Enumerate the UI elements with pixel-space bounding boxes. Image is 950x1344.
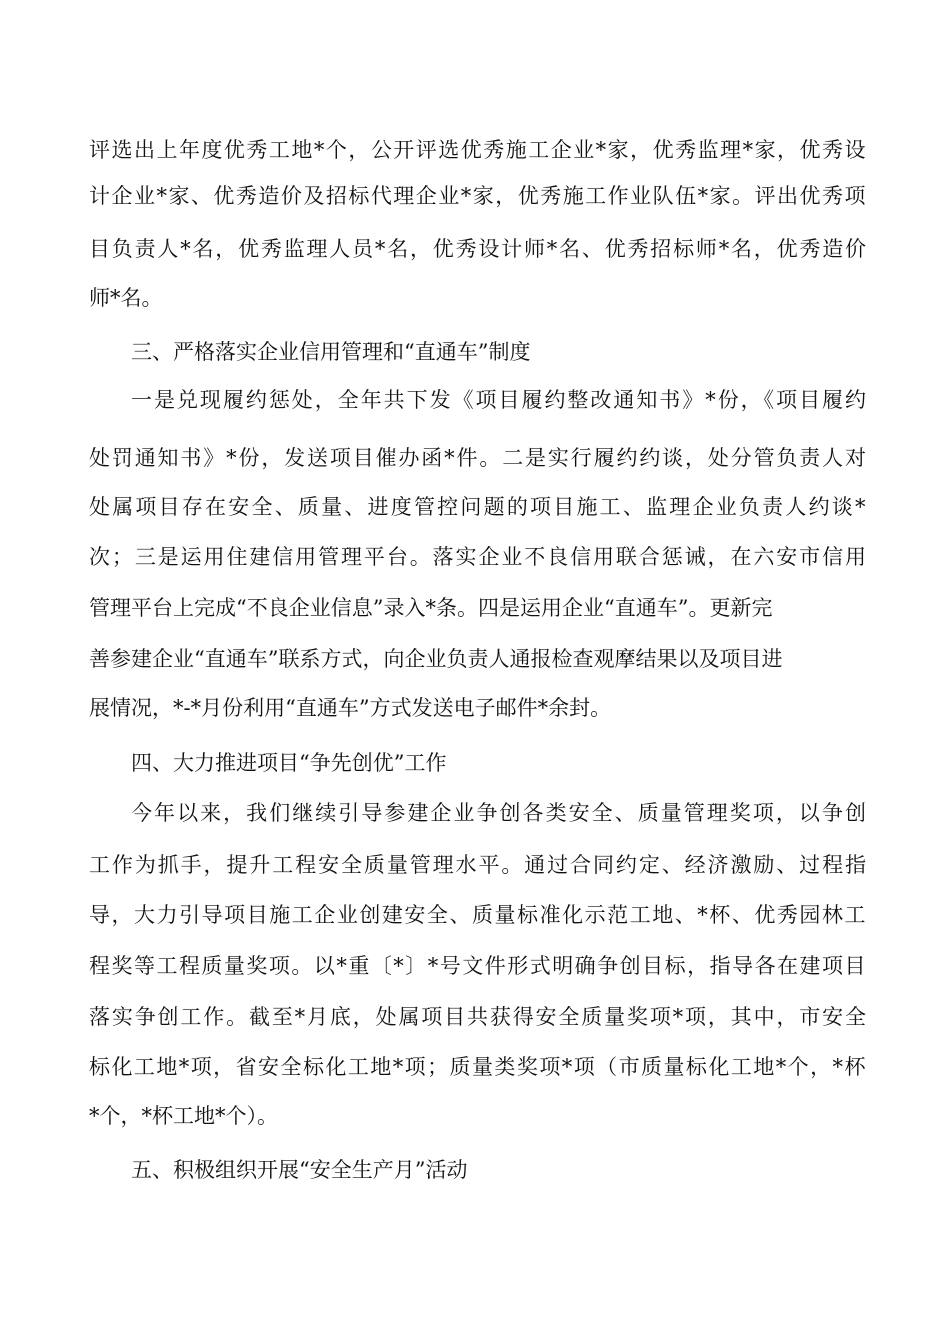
text-line: 一是兑现履约惩处，全年共下发《项目履约整改通知书》*份，《项目履约: [131, 388, 868, 412]
section-heading: 三、严格落实企业信用管理和“直通车”制度: [131, 340, 531, 364]
text-line: 程奖等工程质量奖项。以*重〔*〕*号文件形式明确争创目标，指导各在建项目: [89, 954, 867, 978]
text-line: 目负责人*名，优秀监理人员*名，优秀设计师*名、优秀招标师*名，优秀造价: [89, 237, 868, 261]
text-line: 处属项目存在安全、质量、进度管控问题的项目施工、监理企业负责人约谈*: [89, 495, 868, 519]
text-line: 评选出上年度优秀工地*个，公开评选优秀施工企业*家，优秀监理*家，优秀设: [89, 138, 867, 162]
text-line: *个，*杯工地*个）。: [89, 1104, 278, 1128]
text-line: 今年以来，我们继续引导参建企业争创各类安全、质量管理奖项，以争创: [131, 801, 869, 825]
text-line: 计企业*家、优秀造价及招标代理企业*家，优秀施工作业队伍*家。评出优秀项: [89, 184, 867, 208]
text-line: 次；三是运用住建信用管理平台。落实企业不良信用联合惩诫，在六安市信用: [89, 545, 868, 569]
text-line: 师*名。: [89, 286, 163, 310]
text-line: 处罚通知书》*份，发送项目催办函*件。二是实行履约约谈，处分管负责人对: [89, 446, 868, 470]
text-line: 标化工地*项，省安全标化工地*项；质量类奖项*项（市质量标化工地*个，*杯: [89, 1055, 867, 1079]
text-line: 展情况，*-*月份利用“直通车”方式发送电子邮件*余封。: [89, 696, 612, 720]
text-line: 工作为抓手，提升工程安全质量管理水平。通过合同约定、经济激励、过程指: [89, 853, 868, 877]
section-heading: 四、大力推进项目“争先创优”工作: [131, 751, 447, 775]
section-heading: 五、积极组织开展“安全生产月”活动: [131, 1158, 468, 1182]
text-line: 导，大力引导项目施工企业创建安全、质量标准化示范工地、*杯、优秀园林工: [89, 903, 868, 927]
text-line: 落实争创工作。截至*月底，处属项目共获得安全质量奖项*项，其中，市安全: [89, 1005, 868, 1029]
text-line: 管理平台上完成“不良企业信息”录入*条。四是运用企业“直通车”。更新完: [89, 596, 773, 620]
text-line: 善参建企业“直通车”联系方式，向企业负责人通报检查观摩结果以及项目进: [89, 647, 783, 671]
